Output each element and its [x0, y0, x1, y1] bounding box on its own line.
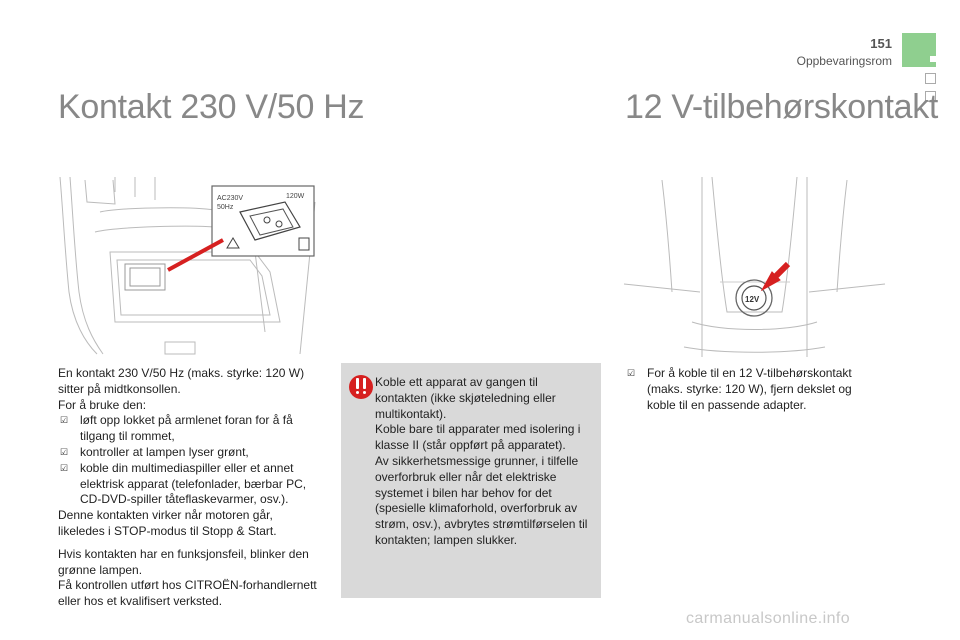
bullet-icon: ☑ — [60, 446, 69, 457]
step-text: løft opp lokket på armlenet foran for å få tilgang til rommet, — [80, 413, 293, 444]
step-text: kontroller at lampen lyser grønt, — [80, 444, 249, 459]
intro-paragraph: En kontakt 230 V/50 Hz (maks. styrke: 120 W) sitter på midtkonsollen. — [58, 366, 305, 396]
watermark: carmanualsonline.info — [686, 610, 851, 627]
bullet-icon: ☑ — [60, 415, 69, 426]
warning-paragraph: Koble ett apparat av gangen til kontakten (ikke skjøteledning eller multikontakt). — [375, 375, 556, 421]
service-paragraph: Få kontrollen utført hos CITROËN-forhandlernett eller hos et kvalifisert verksted. — [58, 578, 317, 609]
right-section-title: 12 V-tilbehørskontakt — [625, 88, 939, 126]
socket-voltage-label: AC230V — [217, 195, 244, 202]
list-item — [58, 461, 320, 508]
page-number: 151 — [870, 36, 892, 51]
bullet-icon: ☑ — [60, 462, 69, 473]
left-body-text — [58, 366, 320, 610]
fault-paragraph: Hvis kontakten har en funksjonsfeil, blinker den grønne lampen. — [58, 546, 309, 577]
bullet-icon: ☑ — [627, 368, 636, 378]
step-text: koble din multimediaspiller eller et annet elektrisk apparat (telefonlader, bærbar PC, CD-DVD-spiller tåteflaskevarmer, osv.). — [80, 460, 307, 507]
section-name: Oppbevaringsrom — [796, 54, 892, 68]
warning-icon — [349, 375, 373, 399]
console-12v-socket-illustration — [622, 172, 887, 357]
chapter-tab-box — [925, 73, 936, 84]
step-text: For å koble til en 12 V-tilbehørskontakt (maks. styrke: 120 W), fjern dekslet og koble til en passende adapter. — [647, 366, 852, 412]
list-item — [58, 445, 320, 461]
warning-paragraph: Koble bare til apparater med isolering i klasse II (står oppført på apparatet). — [375, 422, 581, 453]
chapter-tab-marker — [930, 56, 936, 62]
socket-12v-label: 12V — [745, 295, 760, 304]
socket-power-label: 120W — [286, 193, 305, 200]
list-item — [625, 366, 865, 413]
socket-frequency-label: 50Hz — [217, 204, 234, 211]
howto-label: For å bruke den: — [58, 397, 147, 412]
warning-note — [341, 363, 601, 598]
warning-paragraph: Av sikkerhetsmessige grunner, i tilfelle overforbruk eller når det elektriske systemet i bilen har behov for det (spesielle klimaforhold, overforbruk av strøm, osv.), avbrytes strømtilførselen til kontakten; lampen slukker. — [375, 453, 588, 547]
operation-paragraph: Denne kontakten virker når motoren går, likeledes i STOP-modus til Stopp & Start. — [58, 508, 277, 538]
left-section-title: Kontakt 230 V/50 Hz — [58, 88, 365, 126]
console-230v-socket-illustration — [55, 172, 330, 357]
list-item — [58, 413, 320, 445]
warning-text — [375, 375, 593, 549]
right-body-text — [625, 366, 865, 413]
